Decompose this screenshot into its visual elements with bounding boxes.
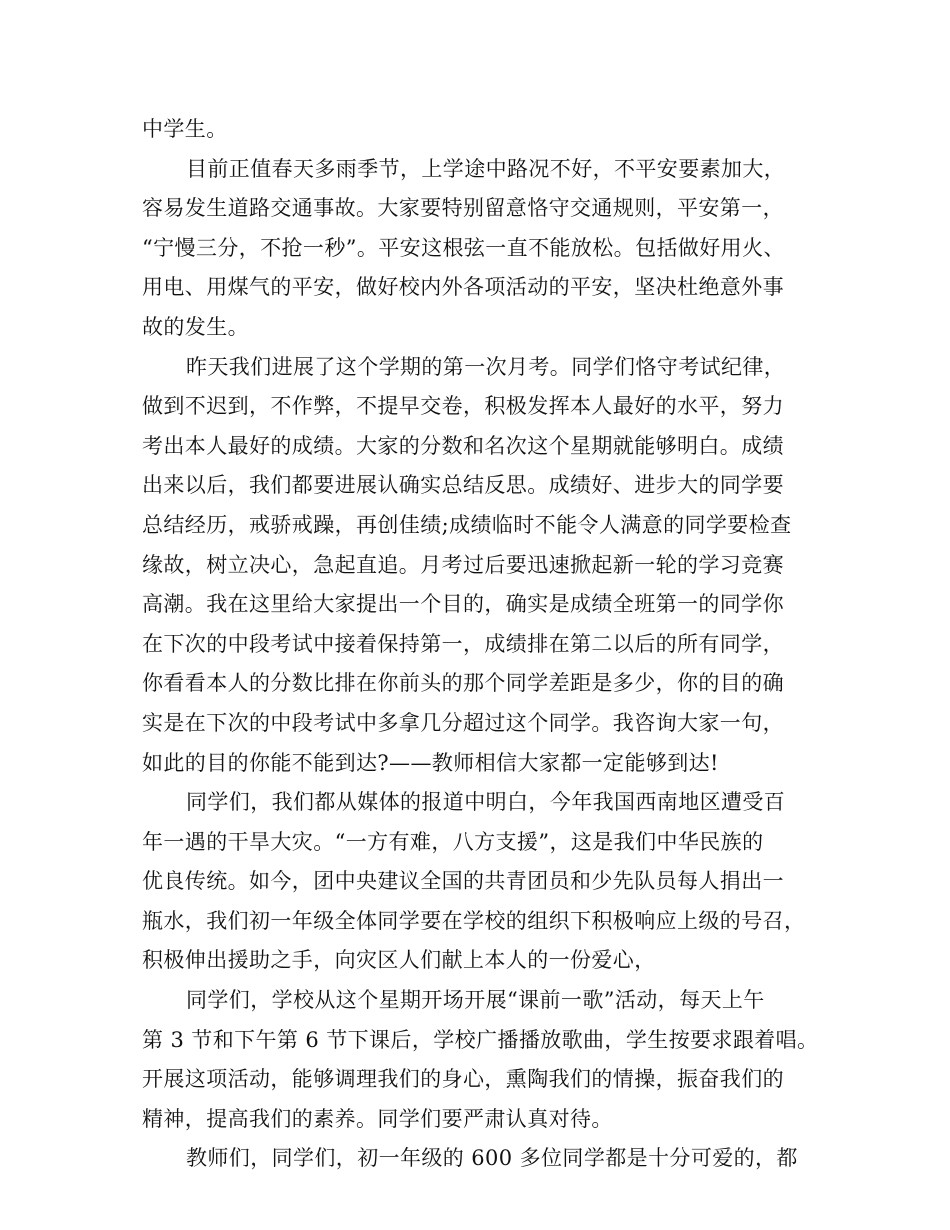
text-line: 做到不迟到，不作弊，不提早交卷，积极发挥本人最好的水平，努力 xyxy=(142,394,784,419)
text-line: 年一遇的干旱大灾。“一方有难，八方支援”，这是我们中华民族的 xyxy=(142,829,764,854)
text-line: 优良传统。如今，团中央建议全国的共青团员和少先队员每人捐出一 xyxy=(142,869,784,894)
text-line: 容易发生道路交通事故。大家要特别留意恪守交通规则，平安第一， xyxy=(142,196,784,221)
paragraph-first-line: 目前正值春天多雨季节，上学途中路况不好，不平安要素加大， xyxy=(186,156,786,181)
text-line: 缘故，树立决心，急起直追。月考过后要迅速掀起新一轮的学习竞赛 xyxy=(142,552,784,577)
paragraph-first-line: 教师们，同学们，初一年级的 600 多位同学都是十分可爱的，都 xyxy=(186,1146,798,1171)
paragraph-first-line: 同学们，我们都从媒体的报道中明白，今年我国西南地区遭受百 xyxy=(186,790,786,815)
text-line: 瓶水，我们初一年级全体同学要在学校的组织下积极响应上级的号召， xyxy=(142,908,806,933)
text-line: 总结经历，戒骄戒躁，再创佳绩;成绩临时不能令人满意的同学要检查 xyxy=(142,512,792,537)
text-line: 在下次的中段考试中接着保持第一，成绩排在第二以后的所有同学， xyxy=(142,631,784,656)
paragraph-first-line: 昨天我们进展了这个学期的第一次月考。同学们恪守考试纪律， xyxy=(186,354,786,379)
text-line: 考出本人最好的成绩。大家的分数和名次这个星期就能够明白。成绩 xyxy=(142,433,784,458)
text-line: 积极伸出援助之手，向灾区人们献上本人的一份爱心， xyxy=(142,948,656,973)
text-line: 实是在下次的中段考试中多拿几分超过这个同学。我咨询大家一句， xyxy=(142,710,784,735)
text-line: 用电、用煤气的平安，做好校内外各项活动的平安，坚决杜绝意外事 xyxy=(142,275,784,300)
text-line: 中学生。 xyxy=(142,117,228,141)
text-line: 出来以后，我们都要进展认确实总结反思。成绩好、进步大的同学要 xyxy=(142,473,784,498)
text-line: 开展这项活动，能够调理我们的身心，熏陶我们的情操，振奋我们的 xyxy=(142,1067,784,1092)
document-body xyxy=(142,110,819,1179)
text-line: 高潮。我在这里给大家提出一个目的，确实是成绩全班第一的同学你 xyxy=(142,592,784,617)
text-line: “宁慢三分，不抢一秒”。平安这根弦一直不能放松。包括做好用火、 xyxy=(142,235,785,260)
text-line: 你看看本人的分数比排在你前头的那个同学差距是多少，你的目的确 xyxy=(142,671,784,696)
text-line: 第 3 节和下午第 6 节下课后，学校广播播放歌曲，学生按要求跟着唱。 xyxy=(142,1027,819,1052)
paragraph-first-line: 同学们，学校从这个星期开场开展“课前一歌”活动，每天上午 xyxy=(186,988,765,1013)
text-line: 精神，提高我们的素养。同学们要严肃认真对待。 xyxy=(142,1106,613,1131)
text-line: 故的发生。 xyxy=(142,314,249,339)
text-line: 如此的目的你能不能到达?——教师相信大家都一定能够到达! xyxy=(142,750,719,775)
